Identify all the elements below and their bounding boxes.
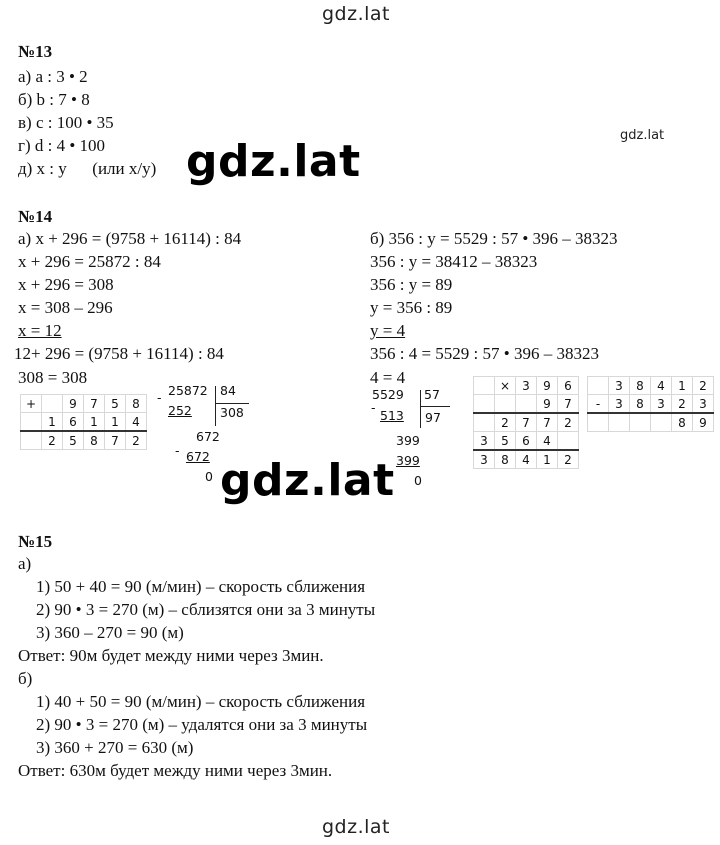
grid-cell: 3: [474, 450, 495, 469]
grid-cell: 9: [63, 395, 84, 413]
task14-title: №14: [18, 207, 53, 226]
div1-sign: -: [157, 390, 162, 405]
div2-result: 0: [414, 473, 422, 488]
task14-right-line: y = 356 : 89: [370, 298, 453, 317]
grid-row: [588, 395, 714, 414]
task15-answer: Ответ: 630м будет между ними через 3мин.: [18, 761, 333, 780]
grid-cell: 8: [126, 395, 147, 413]
task14-left-line: 12+ 296 = (9758 + 16114) : 84: [14, 344, 224, 363]
grid-cell: 7: [558, 395, 579, 414]
grid-cell: ×: [495, 377, 516, 395]
grid-cell: 7: [84, 395, 105, 413]
grid-cell: 9: [537, 395, 558, 414]
watermark-mid-2: gdz.lat: [220, 455, 395, 506]
grid-cell: [651, 413, 672, 432]
grid-cell: [588, 413, 609, 432]
subtraction-grid: [587, 376, 714, 432]
watermark-right: gdz.lat: [620, 128, 665, 143]
task13-line: в) c : 100 • 35: [18, 113, 114, 132]
div2-divisor: 57: [424, 387, 440, 402]
grid-row: [474, 413, 579, 432]
div2-sign: -: [371, 400, 376, 415]
grid-cell: 9: [693, 413, 714, 432]
grid-cell: 3: [474, 432, 495, 451]
task14-left-line: x = 308 – 296: [18, 298, 113, 317]
task13-line: д) x : y (или x/y): [18, 159, 157, 178]
grid-cell: 3: [609, 377, 630, 395]
div1-result: 0: [205, 469, 213, 484]
grid-row: [474, 395, 579, 414]
grid-cell: 4: [537, 432, 558, 451]
grid-cell: 2: [126, 431, 147, 450]
grid-cell: +: [21, 395, 42, 413]
task15-step: 2) 90 • 3 = 270 (м) – сблизятся они за 3 минуты: [36, 600, 376, 619]
task15-step: 1) 40 + 50 = 90 (м/мин) – скорость сближения: [36, 692, 366, 711]
grid-cell: 5: [63, 431, 84, 450]
grid-cell: [474, 395, 495, 414]
grid-cell: 2: [558, 450, 579, 469]
task15-step: 3) 360 + 270 = 630 (м): [36, 738, 194, 757]
task15-title: №15: [18, 532, 53, 551]
div1-remainder: 672: [196, 429, 220, 444]
multiplication-grid: [473, 376, 579, 469]
task13-title: №13: [18, 42, 53, 61]
task14-right-line: б) 356 : y = 5529 : 57 • 396 – 38323: [370, 229, 618, 248]
task14-right-answer: y = 4: [370, 321, 406, 340]
grid-row: [588, 413, 714, 432]
task14-left-line: а) x + 296 = (9758 + 16114) : 84: [18, 229, 242, 248]
div1-bracket-horizontal: [215, 403, 249, 404]
grid-cell: 2: [495, 413, 516, 432]
grid-cell: 6: [558, 377, 579, 395]
grid-cell: [630, 413, 651, 432]
task15-part-a-label: а): [18, 554, 32, 573]
grid-cell: 1: [672, 377, 693, 395]
grid-cell: 3: [651, 395, 672, 414]
grid-cell: 3: [609, 395, 630, 414]
task15-part-b-label: б): [18, 669, 33, 688]
div1-bracket-vertical: [215, 386, 216, 426]
grid-cell: 1: [105, 413, 126, 432]
task14-left-line: 308 = 308: [18, 368, 88, 387]
grid-cell: 7: [105, 431, 126, 450]
task15-answer: Ответ: 90м будет между ними через 3мин.: [18, 646, 324, 665]
task14-left-answer: x = 12: [18, 321, 62, 340]
grid-cell: [21, 413, 42, 432]
task14-left-line: x + 296 = 25872 : 84: [18, 252, 161, 271]
grid-row: [21, 413, 147, 432]
watermark-mid: gdz.lat: [186, 136, 361, 187]
div1-sign: -: [175, 443, 180, 458]
grid-cell: 3: [693, 395, 714, 414]
grid-cell: -: [588, 395, 609, 414]
div1-divisor: 84: [220, 383, 236, 398]
grid-row: [474, 377, 579, 395]
task15-step: 1) 50 + 40 = 90 (м/мин) – скорость сближения: [36, 577, 366, 596]
grid-cell: [474, 413, 495, 432]
div2-sub: 513: [380, 408, 404, 423]
task14-right-line: 356 : y = 89: [370, 275, 453, 294]
grid-cell: [21, 431, 42, 450]
task13-line: б) b : 7 • 8: [18, 90, 90, 109]
div2-sub: 399: [396, 453, 420, 468]
grid-cell: 5: [495, 432, 516, 451]
grid-cell: 2: [693, 377, 714, 395]
task14-right-line: 4 = 4: [370, 368, 406, 387]
grid-cell: 7: [537, 413, 558, 432]
task14-left-line: x + 296 = 308: [18, 275, 114, 294]
div2-bracket-vertical: [420, 390, 421, 428]
grid-cell: 7: [516, 413, 537, 432]
grid-cell: 4: [126, 413, 147, 432]
task13-line: г) d : 4 • 100: [18, 136, 106, 155]
grid-cell: 4: [651, 377, 672, 395]
div2-bracket-horizontal: [420, 406, 450, 407]
task13-line: а) a : 3 • 2: [18, 67, 88, 86]
div2-remainder: 399: [396, 433, 420, 448]
task15-step: 3) 360 – 270 = 90 (м): [36, 623, 184, 642]
grid-row: [588, 377, 714, 395]
grid-cell: 4: [516, 450, 537, 469]
grid-cell: 8: [672, 413, 693, 432]
grid-cell: 2: [42, 431, 63, 450]
grid-cell: [495, 395, 516, 414]
grid-cell: 1: [42, 413, 63, 432]
addition-grid: [20, 394, 147, 450]
div1-sub: 672: [186, 449, 210, 464]
div2-dividend: 5529: [372, 387, 404, 402]
grid-cell: 2: [558, 413, 579, 432]
grid-cell: 3: [516, 377, 537, 395]
div1-quotient: 308: [220, 405, 244, 420]
grid-row: [21, 395, 147, 413]
watermark-bottom: gdz.lat: [322, 816, 391, 838]
grid-cell: 9: [537, 377, 558, 395]
task15-step: 2) 90 • 3 = 270 (м) – удалятся они за 3 минуты: [36, 715, 368, 734]
grid-cell: 1: [84, 413, 105, 432]
grid-cell: [516, 395, 537, 414]
task14-right-line: 356 : y = 38412 – 38323: [370, 252, 538, 271]
div1-dividend: 25872: [168, 383, 208, 398]
grid-cell: [474, 377, 495, 395]
grid-row: [474, 432, 579, 451]
grid-cell: 8: [630, 395, 651, 414]
grid-cell: 2: [672, 395, 693, 414]
grid-row: [21, 431, 147, 450]
grid-cell: 8: [630, 377, 651, 395]
grid-cell: 6: [63, 413, 84, 432]
grid-cell: 5: [105, 395, 126, 413]
grid-cell: 6: [516, 432, 537, 451]
grid-cell: [42, 395, 63, 413]
watermark-top: gdz.lat: [322, 3, 391, 25]
grid-cell: [609, 413, 630, 432]
div2-quotient: 97: [425, 410, 441, 425]
grid-cell: [588, 377, 609, 395]
div1-sub: 252: [168, 403, 192, 418]
grid-cell: 1: [537, 450, 558, 469]
grid-cell: [558, 432, 579, 451]
grid-cell: 8: [495, 450, 516, 469]
grid-cell: 8: [84, 431, 105, 450]
task14-right-line: 356 : 4 = 5529 : 57 • 396 – 38323: [370, 344, 599, 363]
grid-row: [474, 450, 579, 469]
